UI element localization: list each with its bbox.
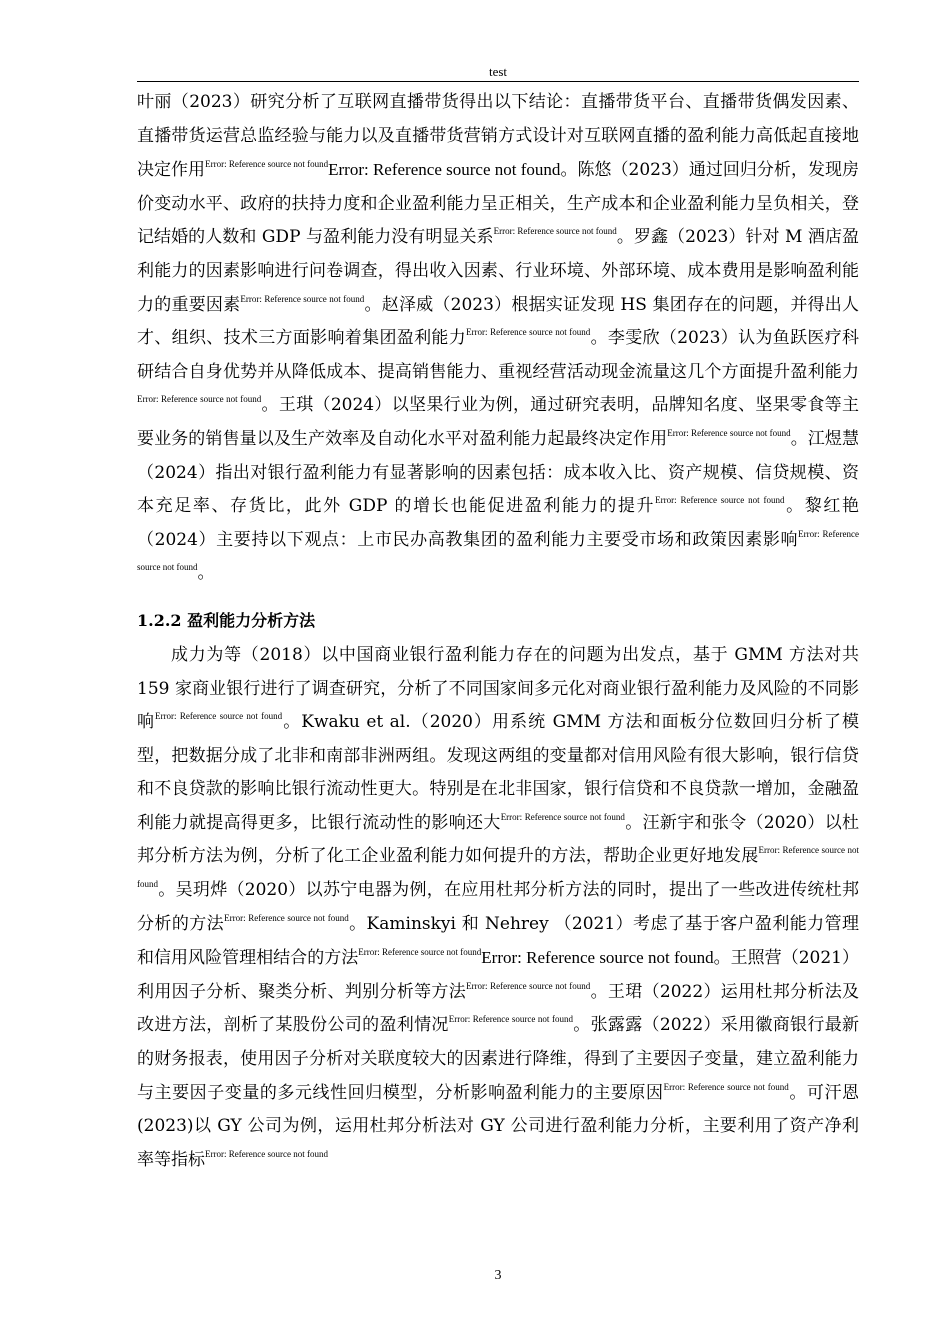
citation-error: Error: Reference source not found (205, 159, 329, 170)
citation-error: Error: Reference source not found (466, 327, 591, 338)
citation-error: Error: Reference source not found (667, 427, 791, 438)
header-divider (137, 81, 859, 82)
text-run: 。李雯欣（2023）认为鱼跃医疗科研结合自身优势并从降低成本、提高销售能力、重视经营活动现金流量这几个方面提升盈利能力 (137, 328, 860, 382)
section-heading: 1.2.2 盈利能力分析方法 (137, 610, 316, 630)
citation-error: Error: Reference source not found (466, 980, 591, 991)
text-run: 。赵泽威（2023）根据实证发现 HS 集团存在的问题，并得出人才、组织、技术三方面影响着集团盈利能力 (137, 294, 860, 349)
citation-error: Error: Reference source not found (328, 160, 561, 180)
text-run: 。陈悠（2023）通过回归分析，发现房价变动水平、政府的扶持力度和企业盈利能力呈正相关，生产成本和企业盈利能力呈负相关，登记结婚的人数和 GDP 与盈利能力没有明显关系 (137, 160, 859, 248)
citation-error: Error: Reference source not found (663, 1081, 789, 1092)
citation-error: Error: Reference source not found (655, 495, 785, 506)
text-run: 成力为等（2018）以中国商业银行盈利能力存在的问题为出发点，基于 GMM 方法对共 159 家商业银行进行了调查研究，分析了不同国家间多元化对商业银行盈利能力及风险的不同影响 (137, 644, 859, 733)
text-run: 。王琪（2024）以坚果行业为例，通过研究表明，品牌知名度、坚果零食等主要业务的销售量以及生产效率及自动化水平对盈利能力起最终决定作用 (137, 395, 860, 449)
citation-error: Error: Reference source not found (358, 947, 482, 958)
citation-error: Error: Reference source not found (155, 711, 283, 722)
text-run: 。Kaminskyi 和 Nehrey （2021）考虑了基于客户盈利能力管理和信用风险管理相结合的方法 (137, 913, 860, 969)
citation-error: Error: Reference source not found (481, 948, 714, 968)
page-header: test (488, 64, 508, 79)
paragraph-1 (137, 86, 859, 591)
citation-error: Error: Reference source not found (493, 226, 617, 237)
citation-error: Error: Reference source not found (500, 811, 625, 822)
citation-error: Error: Reference source not found (137, 394, 262, 405)
text-run: 。王珺（2022）运用杜邦分析法及改进方法，剖析了某股份公司的盈利情况 (137, 981, 860, 1036)
paragraph-2 (137, 639, 859, 1178)
citation-error: Error: Reference source not found (240, 293, 365, 304)
page-number: 3 (494, 1268, 502, 1283)
text-run: 。汪新宇和张令（2020）以杜邦分析方法为例，分析了化工企业盈利能力如何提升的方法，帮助企业更好地发展 (137, 812, 860, 867)
document-body (137, 86, 859, 1177)
text-run: 。 (197, 563, 215, 584)
text-run: 。罗鑫（2023）针对 M 酒店盈利能力的因素影响进行问卷调查，得出收入因素、行业环境、外部环境、成本费用是影响盈利能力的重要因素 (137, 227, 859, 315)
citation-error: Error: Reference source not found (224, 912, 349, 923)
text-run: 。张露露（2022）采用徽商银行最新的财务报表，使用因子分析对关联度较大的因素进行降维，得到了主要因子变量，建立盈利能力与主要因子变量的多元线性回归模型，分析影响盈利能力的主要原因 (137, 1015, 860, 1103)
citation-error: Error: Reference source not found (448, 1014, 573, 1025)
text-run: 。江煜慧（2024）指出对银行盈利能力有显著影响的因素包括：成本收入比、资产规模、信贷规模、资本充足率、存货比，此外 GDP 的增长也能促进盈利能力的提升 (137, 428, 860, 517)
text-run: 叶丽（2023）研究分析了互联网直播带货得出以下结论：直播带货平台、直播带货偶发因素、直播带货运营总监经验与能力以及直播带货营销方式设计对互联网直播的盈利能力高低起直接地决定作用 (137, 92, 859, 181)
text-run: 。Kwaku et al.（2020）用系统 GMM 方法和面板分位数回归分析了模型，把数据分成了北非和南部非洲两组。发现这两组的变量都对信用风险有很大影响，银行信贷和不良贷款的影响比银行流动性更大。特别是在北非国家，银行信贷和不良贷款一增加，金融盈利能力就提高得更多，比银行流动性的影响还大 (137, 712, 859, 833)
citation-error: Error: Reference source not found (137, 528, 860, 573)
text-run: 。可汗恩(2023)以 GY 公司为例，运用杜邦分析法对 GY 公司进行盈利能力分析，主要利用了资产净利率等指标 (137, 1082, 860, 1170)
text-run: 。王照营（2021）利用因子分析、聚类分析、判别分析等方法 (137, 948, 860, 1002)
citation-error: Error: Reference source not found (205, 1148, 328, 1159)
citation-error: Error: Reference source not found (137, 845, 860, 890)
text-run: 。黎红艳（2024）主要持以下观点：上市民办高教集团的盈利能力主要受市场和政策因素影响 (137, 496, 859, 550)
text-run: 。吴玥烨（2020）以苏宁电器为例，在应用杜邦分析方法的同时，提出了一些改进传统杜邦分析的方法 (137, 880, 859, 934)
